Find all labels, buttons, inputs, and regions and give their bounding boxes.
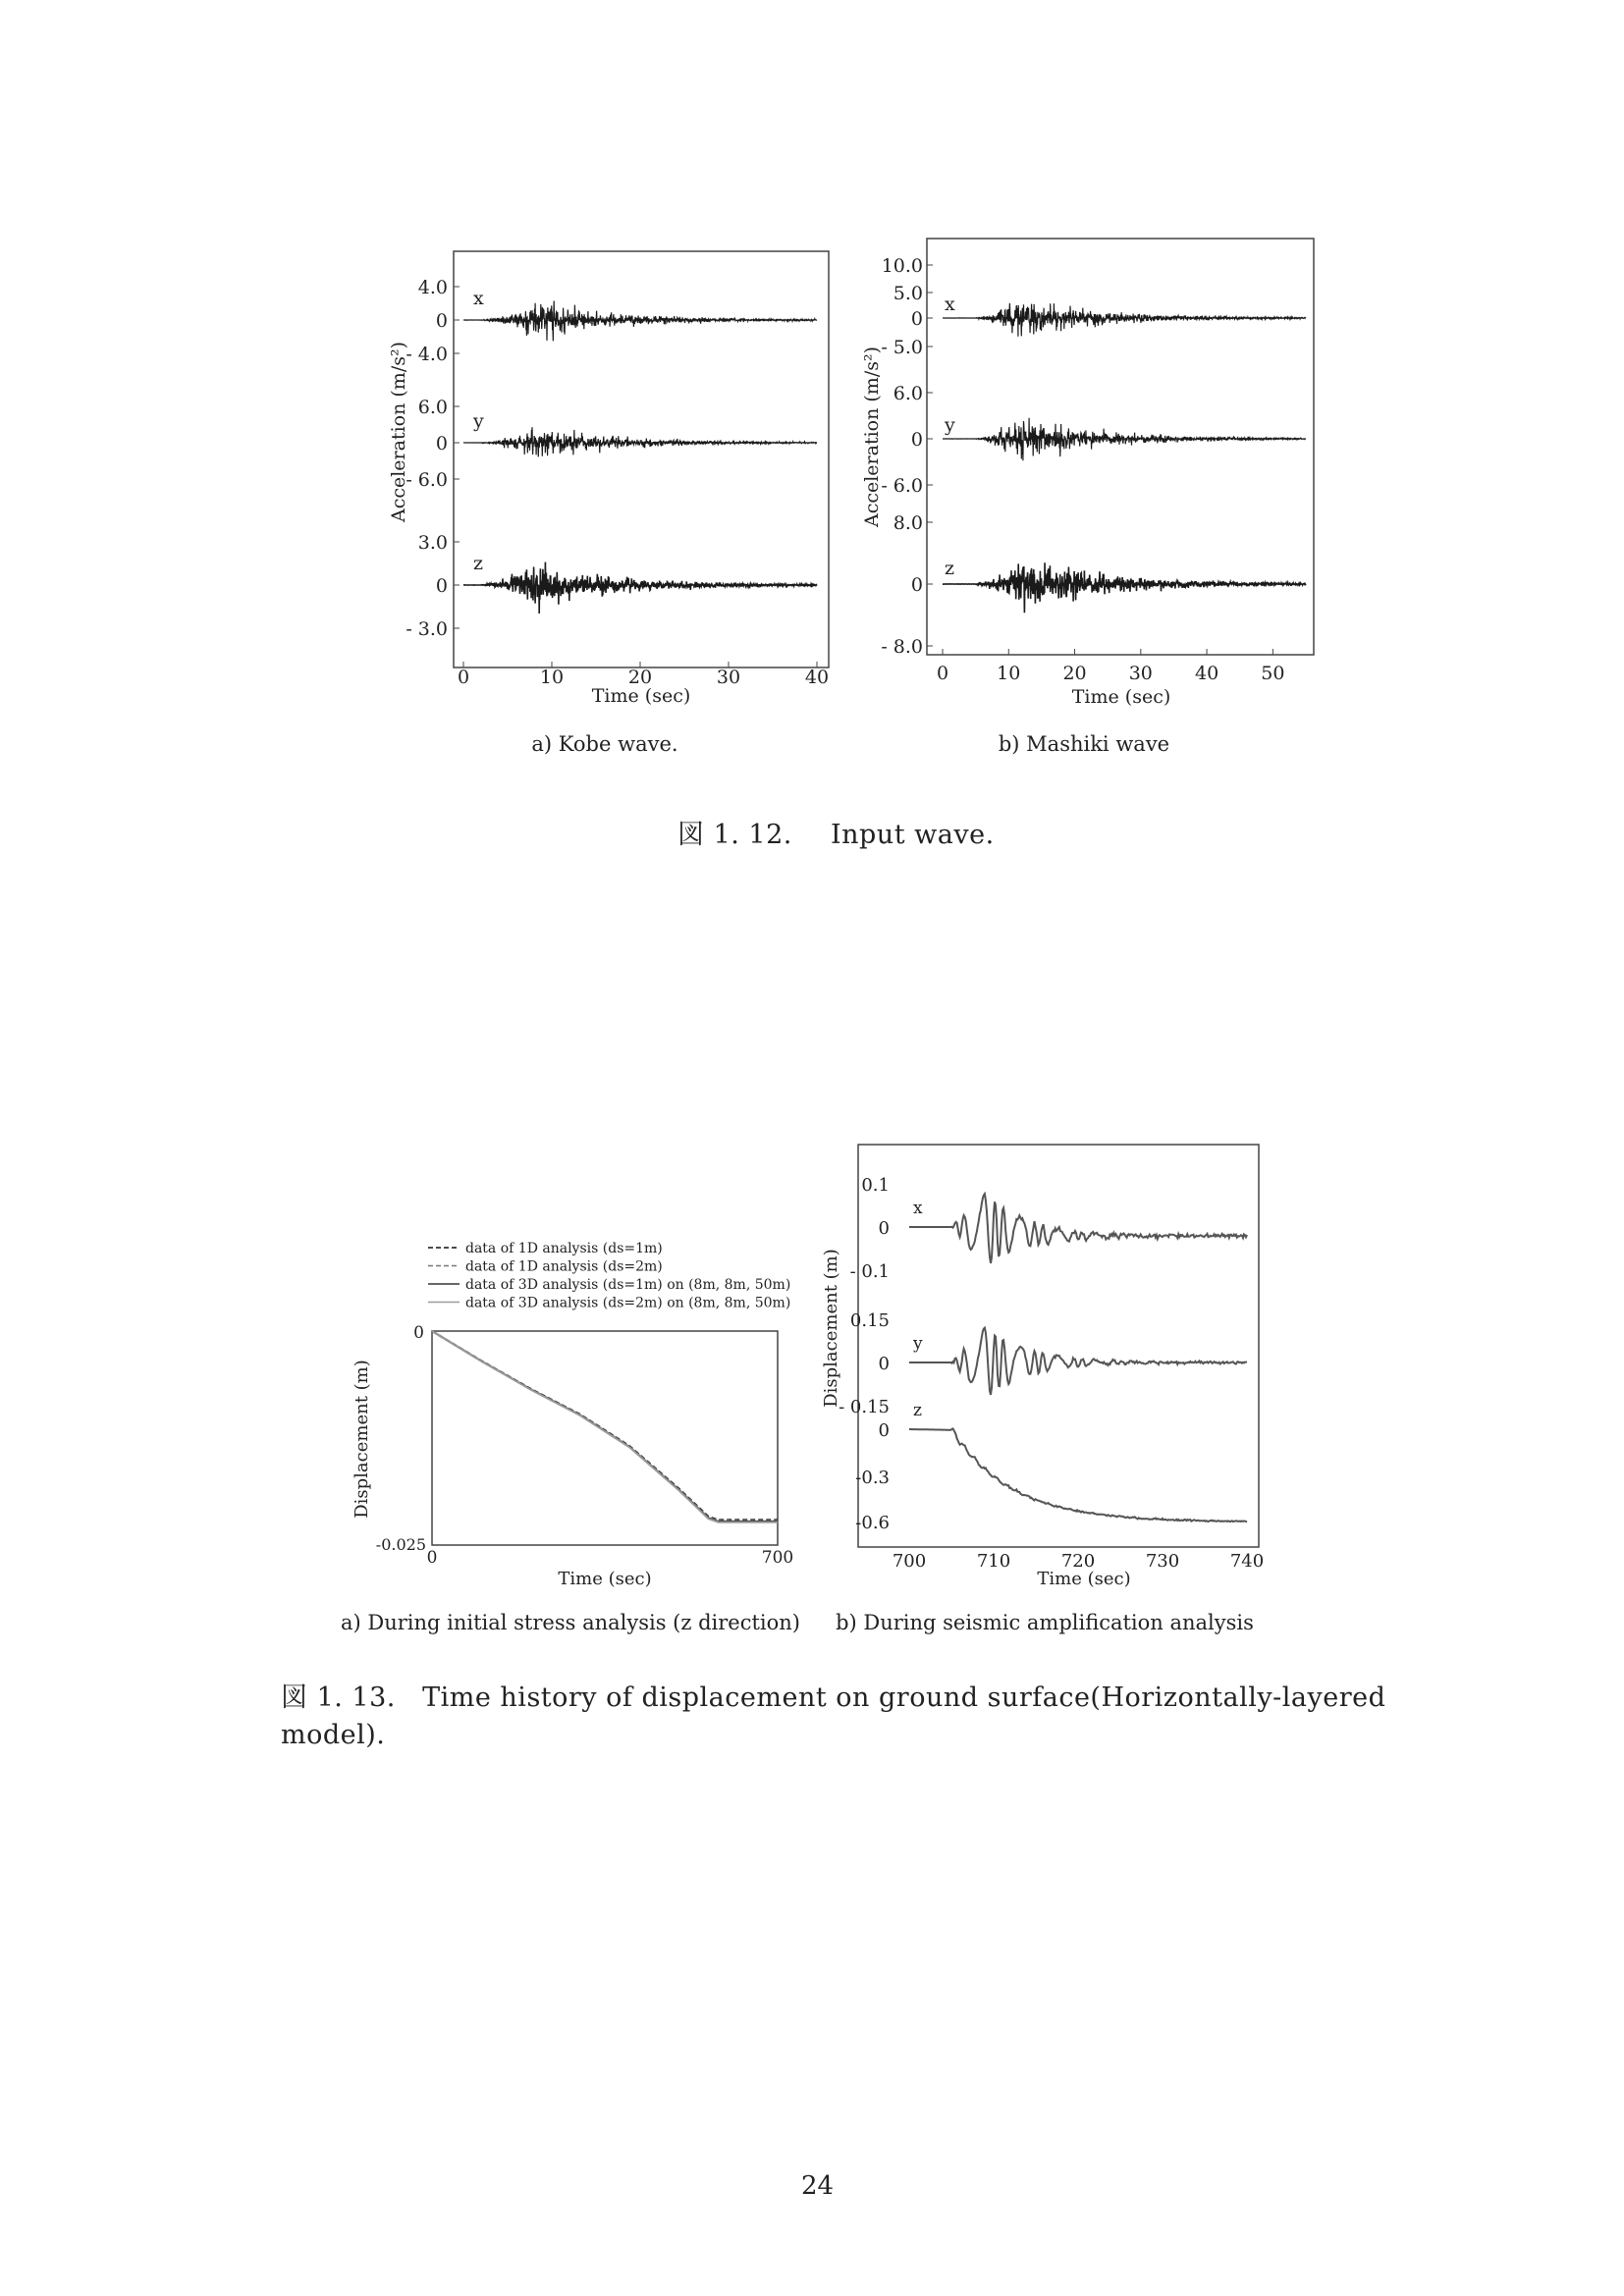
- figure-1-12-caption: [677, 813, 995, 851]
- seis-xtick: 730: [1145, 1551, 1180, 1572]
- kobe-frame: [454, 251, 829, 667]
- figure-1-13-caption-line2: model).: [281, 1720, 386, 1750]
- kobe-panel-label: z: [473, 553, 484, 574]
- initial-stress-chart: [341, 1241, 800, 1634]
- mashiki-trace-x: [943, 303, 1306, 337]
- mashiki-ytick: 10.0: [881, 255, 923, 277]
- kobe-ytick: 0: [435, 310, 448, 332]
- initial-stress-subcaption: a) During initial stress analysis (z direction): [340, 1611, 801, 1634]
- kobe-subcaption: a) Kobe wave.: [531, 732, 678, 756]
- kobe-xtick: 10: [539, 667, 565, 688]
- init-series-line: [432, 1331, 778, 1520]
- seismic-amp-subcaption: b) During seismic amplification analysis: [836, 1611, 1254, 1634]
- initial-stress-ylabel: Displacement (m): [352, 1360, 372, 1519]
- kobe-ytick: - 6.0: [406, 469, 448, 491]
- seis-ytick: -0.3: [855, 1468, 890, 1488]
- seis-ytick: -0.6: [855, 1513, 890, 1533]
- mashiki-panel-label: x: [945, 294, 955, 315]
- seis-ytick: 0: [878, 1420, 890, 1441]
- mashiki-chart: [861, 239, 1314, 756]
- seis-panel-label: x: [913, 1199, 923, 1218]
- kobe-trace-y: [463, 427, 817, 456]
- kobe-ytick: - 3.0: [406, 618, 448, 640]
- mashiki-xtick: 50: [1261, 663, 1285, 684]
- seis-panel-label: y: [913, 1334, 923, 1354]
- seis-xtick: 710: [976, 1551, 1011, 1572]
- mashiki-ytick: - 5.0: [881, 337, 923, 358]
- init-ytick: -0.025: [375, 1535, 426, 1554]
- init-series-line: [432, 1331, 778, 1522]
- mashiki-xtick: 0: [936, 663, 949, 684]
- kobe-ytick: 0: [435, 433, 448, 454]
- figure-1-12-caption-text: Input wave.: [830, 820, 995, 850]
- page-number: 24: [801, 2171, 835, 2201]
- seis-ytick: 0: [878, 1354, 890, 1374]
- mashiki-ytick: 0: [910, 308, 923, 330]
- mashiki-xlabel: Time (sec): [1071, 686, 1171, 708]
- mashiki-ytick: - 8.0: [881, 636, 923, 658]
- mashiki-ytick: 8.0: [893, 512, 923, 534]
- seis-xtick: 720: [1060, 1551, 1096, 1572]
- mashiki-ylabel: Acceleration (m/s²): [861, 346, 883, 528]
- kobe-ytick: - 4.0: [406, 344, 448, 365]
- legend-entry: data of 3D analysis (ds=1m) on (8m, 8m, 50m): [465, 1277, 791, 1293]
- seismic-amp-xlabel: Time (sec): [1037, 1569, 1131, 1589]
- mashiki-trace-z: [943, 562, 1306, 613]
- legend-entry: data of 1D analysis (ds=1m): [465, 1241, 663, 1256]
- mashiki-ytick: 5.0: [893, 283, 923, 304]
- kobe-trace-x: [463, 301, 817, 342]
- mashiki-ytick: 6.0: [893, 383, 923, 404]
- mashiki-xtick: 30: [1128, 663, 1153, 684]
- seis-xtick: 700: [892, 1551, 927, 1572]
- figure-1-12-caption-number: 図 1. 12.: [677, 820, 792, 850]
- mashiki-ytick: - 6.0: [881, 475, 923, 497]
- kobe-xtick: 0: [457, 667, 470, 688]
- init-xtick: 700: [761, 1548, 794, 1568]
- mashiki-ytick: 0: [910, 429, 923, 451]
- figure-1-13-caption-line1: 図 1. 13. Time history of displacement on ground surface(Horizontally-layered: [281, 1682, 1386, 1713]
- legend-entry: data of 3D analysis (ds=2m) on (8m, 8m, 50m): [465, 1295, 791, 1311]
- kobe-xlabel: Time (sec): [591, 685, 691, 707]
- kobe-ytick: 6.0: [417, 397, 448, 418]
- kobe-xtick: 40: [804, 667, 830, 688]
- mashiki-xtick: 10: [997, 663, 1021, 684]
- seis-ytick: 0.15: [849, 1310, 890, 1331]
- init-ytick: 0: [413, 1323, 424, 1343]
- mashiki-xtick: 40: [1194, 663, 1219, 684]
- seis-trace-x: [909, 1194, 1247, 1263]
- seis-panel-label: z: [913, 1401, 922, 1420]
- mashiki-xtick: 20: [1062, 663, 1087, 684]
- mashiki-panel-label: y: [945, 414, 955, 436]
- kobe-chart: [388, 251, 829, 756]
- init-series-line: [432, 1331, 778, 1522]
- initial-stress-xlabel: Time (sec): [558, 1569, 652, 1589]
- kobe-ytick: 4.0: [417, 277, 448, 298]
- init-xtick: 0: [426, 1548, 438, 1568]
- kobe-ytick: 3.0: [417, 532, 448, 554]
- legend-entry: data of 1D analysis (ds=2m): [465, 1258, 663, 1275]
- kobe-trace-z: [463, 562, 817, 614]
- seis-trace-y: [909, 1328, 1247, 1395]
- seis-trace-z: [909, 1428, 1247, 1522]
- seismic-amp-ylabel: Displacement (m): [821, 1249, 841, 1408]
- kobe-panel-label: x: [473, 288, 484, 309]
- kobe-xtick: 30: [716, 667, 741, 688]
- init-series-line: [432, 1331, 778, 1521]
- seis-ytick: - 0.15: [839, 1397, 890, 1417]
- mashiki-frame: [927, 239, 1314, 655]
- seis-ytick: 0.1: [861, 1175, 890, 1196]
- seis-xtick: 740: [1229, 1551, 1265, 1572]
- kobe-ylabel: Acceleration (m/s²): [388, 341, 409, 523]
- mashiki-subcaption: b) Mashiki wave: [998, 732, 1170, 756]
- mashiki-ytick: 0: [910, 574, 923, 596]
- seis-ytick: - 0.1: [849, 1261, 890, 1282]
- mashiki-panel-label: z: [945, 558, 955, 579]
- kobe-ytick: 0: [435, 575, 448, 597]
- kobe-panel-label: y: [473, 410, 484, 432]
- kobe-xtick: 20: [627, 667, 653, 688]
- seismic-amp-chart: [821, 1145, 1264, 1634]
- seis-ytick: 0: [878, 1218, 890, 1239]
- mashiki-trace-y: [943, 418, 1306, 461]
